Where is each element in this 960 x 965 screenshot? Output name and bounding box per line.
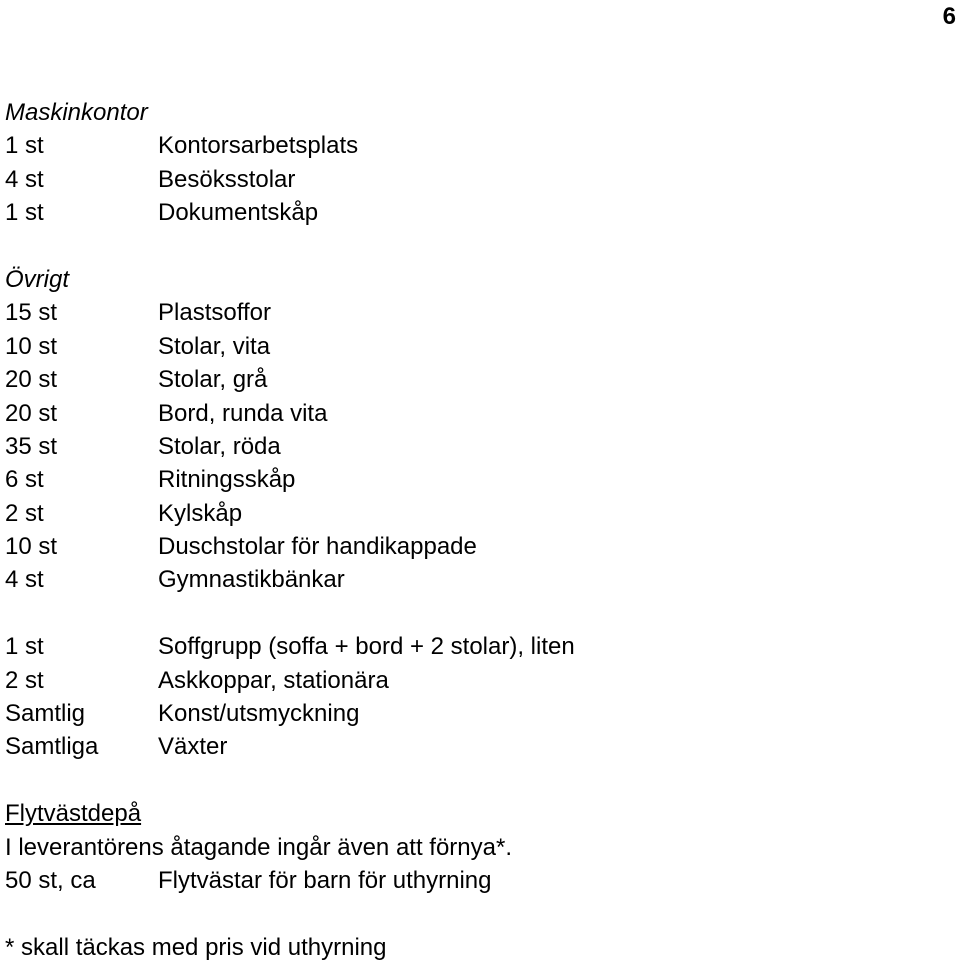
item-quantity: 20 st — [5, 366, 58, 394]
item-quantity: 50 st, ca — [5, 866, 96, 894]
item-name: Stolar, röda — [158, 432, 281, 460]
list-item — [5, 129, 945, 162]
item-name: Soffgrupp (soffa + bord + 2 stolar), liten — [158, 633, 575, 661]
item-quantity: 2 st — [5, 666, 44, 694]
list-item — [5, 196, 945, 229]
item-quantity: Samtliga — [5, 733, 99, 761]
list-item — [5, 330, 945, 363]
item-name: Flytvästar för barn för uthyrning — [158, 866, 492, 894]
list-item — [5, 163, 945, 196]
item-name: Växter — [158, 733, 228, 761]
list-item — [5, 363, 945, 396]
item-quantity: 15 st — [5, 299, 58, 327]
list-item — [5, 563, 945, 596]
item-quantity: 4 st — [5, 165, 44, 193]
list-item — [5, 397, 945, 430]
item-name: Stolar, grå — [158, 366, 268, 394]
document-body — [5, 96, 945, 964]
item-quantity: 1 st — [5, 199, 44, 227]
item-quantity: 4 st — [5, 566, 44, 594]
item-quantity: 20 st — [5, 399, 58, 427]
list-item — [5, 864, 945, 897]
section-spacer — [5, 764, 945, 797]
item-quantity: 1 st — [5, 132, 44, 160]
list-item — [5, 296, 945, 329]
item-name: Duschstolar för handikappade — [158, 533, 477, 561]
list-item — [5, 730, 945, 763]
section-spacer — [5, 597, 945, 630]
list-item — [5, 630, 945, 663]
item-name: Gymnastikbänkar — [158, 566, 345, 594]
item-quantity: 1 st — [5, 633, 44, 661]
list-item — [5, 664, 945, 697]
list-item — [5, 530, 945, 563]
page-number: 6 — [942, 3, 956, 30]
footnote: * skall täckas med pris vid uthyrning — [5, 933, 387, 961]
item-name: Kylskåp — [158, 499, 243, 527]
section-spacer — [5, 897, 945, 930]
section-title-maskinkontor: Maskinkontor — [5, 99, 148, 126]
item-name: Dokumentskåp — [158, 199, 319, 227]
item-quantity: 35 st — [5, 432, 58, 460]
item-name: Besöksstolar — [158, 165, 296, 193]
item-name: Konst/utsmyckning — [158, 700, 360, 728]
item-quantity: 10 st — [5, 332, 58, 360]
section-note: I leverantörens åtagande ingår även att förnya*. — [5, 833, 512, 861]
item-name: Stolar, vita — [158, 332, 271, 360]
list-item — [5, 497, 945, 530]
list-item — [5, 463, 945, 496]
item-quantity: 2 st — [5, 499, 44, 527]
list-item — [5, 697, 945, 730]
item-name: Bord, runda vita — [158, 399, 328, 427]
item-quantity: 10 st — [5, 533, 58, 561]
item-name: Kontorsarbetsplats — [158, 132, 359, 160]
section-title-ovrigt: Övrigt — [5, 265, 70, 293]
item-name: Askkoppar, stationära — [158, 666, 389, 694]
item-quantity: 6 st — [5, 466, 44, 494]
item-name: Plastsoffor — [158, 299, 271, 327]
item-name: Ritningsskåp — [158, 466, 296, 494]
section-title-flytvastdepa: Flytvästdepå — [5, 800, 142, 828]
item-quantity: Samtlig — [5, 700, 86, 728]
section-spacer — [5, 230, 945, 263]
list-item — [5, 430, 945, 463]
